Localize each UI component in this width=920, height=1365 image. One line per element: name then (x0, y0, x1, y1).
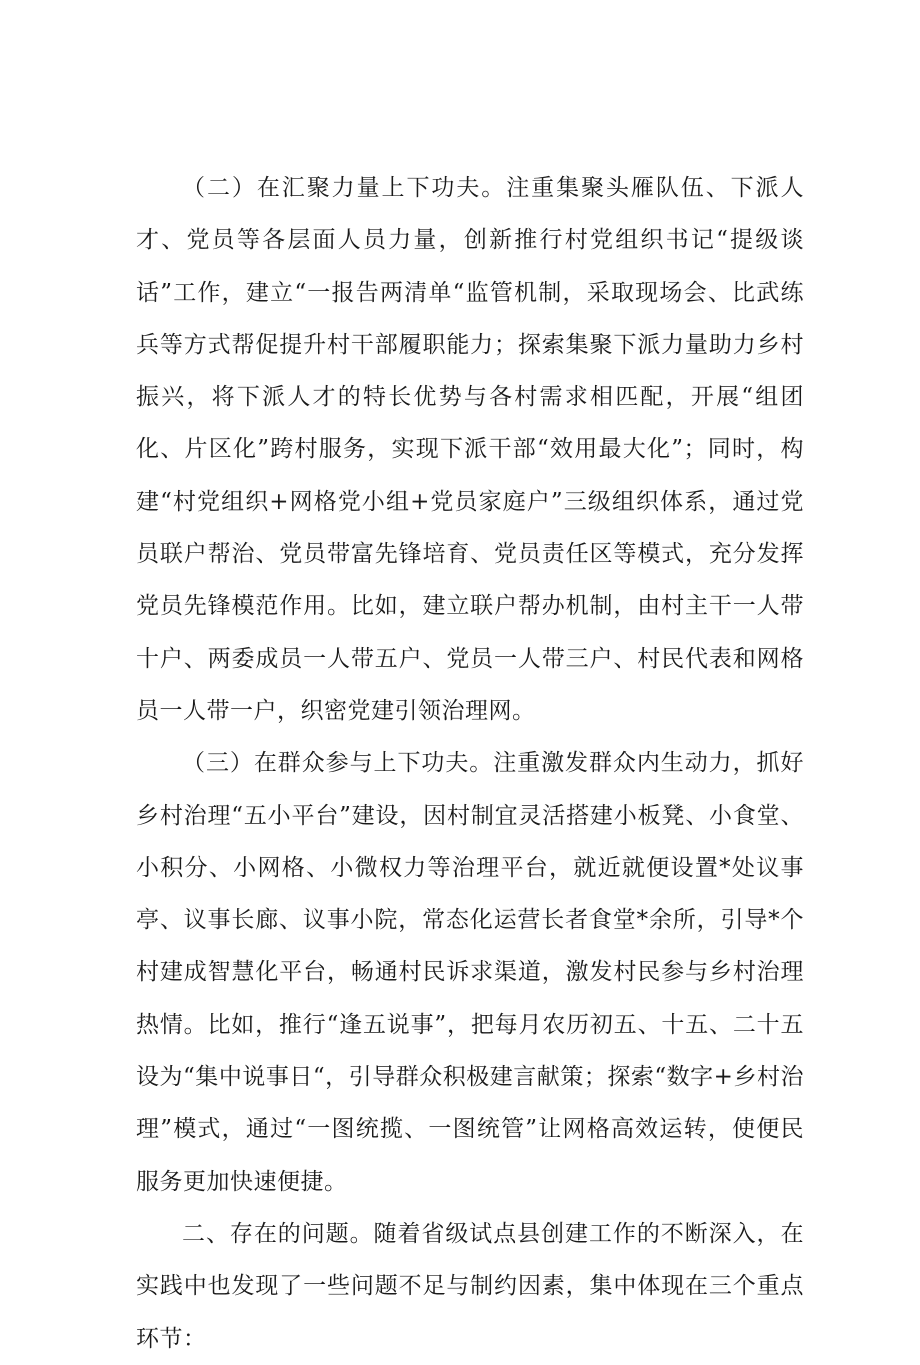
paragraph-existing-problems: 二、存在的问题。随着省级试点县创建工作的不断深入，在实践中也发现了一些问题不足与制约因素，集中体现在三个重点环节： (136, 1220, 804, 1352)
document-body (136, 162, 804, 1365)
paragraph-public-participation: （三）在群众参与上下功夫。注重激发群众内生动力，抓好乡村治理“五小平台”建设，因村制宜灵活搭建小板凳、小食堂、小积分、小网格、小微权力等治理平台，就近就便设置*处议事亭、议事长廊、议事小院，常态化运营长者食堂*余所，引导*个村建成智慧化平台，畅通村民诉求渠道，激发村民参与乡村治理热情。比如，推行“逢五说事”，把每月农历初五、十五、二十五设为“集中说事日“，引导群众积极建言献策；探索“数字+乡村治理”模式，通过“一图统揽、一图统管”让网格高效运转，使便民服务更加快速便捷。 (136, 750, 804, 1195)
paragraph-gathering-strength: （二）在汇聚力量上下功夫。注重集聚头雁队伍、下派人才、党员等各层面人员力量，创新推行村党组织书记“提级谈话”工作，建立“一报告两清单“监管机制，采取现场会、比武练兵等方式帮促提升村干部履职能力；探索集聚下派力量助力乡村振兴，将下派人才的特长优势与各村需求相匹配，开展“组团化、片区化”跨村服务，实现下派干部“效用最大化”；同时，构建“村党组织+网格党小组+党员家庭户”三级组织体系，通过党员联户帮治、党员带富先锋培育、党员责任区等模式，充分发挥党员先锋模范作用。比如，建立联户帮办机制，由村主干一人带十户、两委成员一人带五户、党员一人带三户、村民代表和网格员一人带一户，织密党建引领治理网。 (136, 175, 804, 724)
